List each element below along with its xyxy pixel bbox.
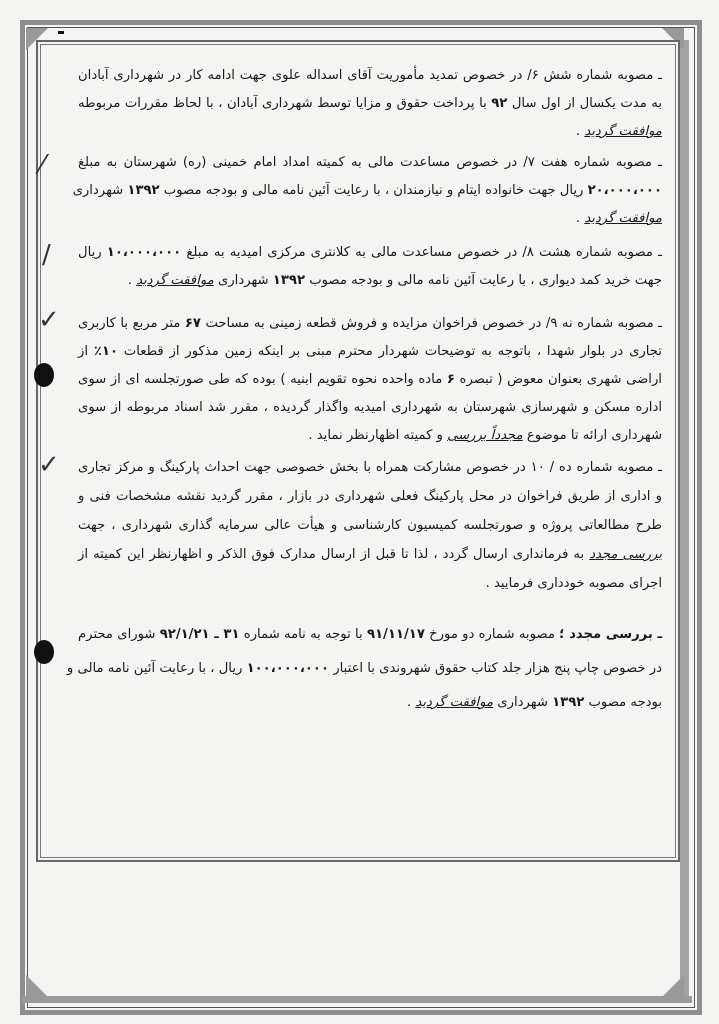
text-segment: متر مربع با کاربری <box>78 316 185 331</box>
underlined-text: موافقت گردید <box>136 273 214 288</box>
punch-hole-icon <box>34 363 54 387</box>
text-line <box>66 652 662 686</box>
underlined-text: موافقت گردید <box>584 124 662 139</box>
checkmark-icon: ✓ <box>38 305 60 335</box>
text-segment: به مدت یکسال از اول سال <box>507 96 662 111</box>
text-segment: با توجه به نامه شماره <box>239 627 367 642</box>
text-segment: ـ مصوبه شماره هشت ۸/ در خصوص مساعدت مالی به کلانتری مرکزی امیدیه به مبلغ <box>181 245 662 260</box>
text-line <box>78 310 662 338</box>
bold-text: ۶۷ <box>184 316 201 331</box>
frame-bottom-bar <box>22 996 692 1003</box>
bold-text: ۶ <box>446 372 455 387</box>
text-line <box>72 177 662 205</box>
text-segment: طرح مطالعاتی پروژه و صورتجلسه کمیسیون کارشناسی و هیأت عالی سرمایه گذاری شهرداری ، جهت <box>78 518 662 533</box>
text-segment: ریال ، با رعایت آئین نامه مالی و <box>66 661 247 676</box>
bold-text: ۱۰،۰۰۰،۰۰۰ <box>106 245 182 260</box>
text-segment: . <box>575 124 585 139</box>
text-segment: ـ مصوبه شماره شش ۶/ در خصوص تمدید مأموریت آقای اسداله علوی جهت ادامه کار در شهرداری آبادان <box>78 68 662 83</box>
text-line <box>78 394 662 422</box>
bold-text: ۹۲ <box>491 96 508 111</box>
text-line <box>78 118 662 146</box>
bold-text: ۱۳۹۲ <box>552 695 585 710</box>
text-segment: به فرمانداری ارسال گردد ، لذا تا قبل از ارسال مدارک فوق الذکر و اظهارنظر این کمیته از <box>78 547 590 562</box>
text-line <box>78 511 662 540</box>
text-segment: در خصوص چاپ پنج هزار جلد کتاب حقوق شهروندی با اعتبار <box>329 661 662 676</box>
text-segment: اجرای مصوبه خودداری فرمایید . <box>485 576 662 591</box>
underlined-text: بررسی مجدد <box>589 547 662 562</box>
text-segment: شهرداری ارائه تا موضوع <box>522 428 662 443</box>
underlined-text: موافقت گردید <box>584 211 662 226</box>
text-segment: شهرداری <box>72 183 128 198</box>
bold-text: ۱۰٪ <box>93 344 118 359</box>
text-line <box>78 205 662 233</box>
punch-hole-icon <box>34 640 54 664</box>
text-line <box>78 540 662 569</box>
re-review-resolution <box>66 618 662 720</box>
frame-right-bar <box>680 40 689 1000</box>
text-segment: شورای محترم <box>78 627 160 642</box>
text-segment: و کمیته اظهارنظر نماید . <box>308 428 448 443</box>
text-segment: تجاری در بلوار شهدا ، باتوجه به توضیحات شهردار محترم مبنی بر اینکه زمین مذکور از قطعات <box>118 344 662 359</box>
underlined-text: موافقت گردید <box>415 695 494 710</box>
pen-slash-mark-icon: / <box>42 240 51 270</box>
text-segment: از <box>78 344 94 359</box>
bold-text: ۱۳۹۲ <box>272 273 305 288</box>
text-line <box>78 686 662 720</box>
text-segment: اراضی شهری بعنوان معوض ( تبصره <box>454 372 662 387</box>
checkmark-icon: ✓ <box>38 450 60 480</box>
text-line <box>78 149 662 177</box>
resolution-6 <box>78 62 662 146</box>
text-segment: مصوبه شماره دو مورخ <box>424 627 560 642</box>
resolution-9 <box>78 310 662 450</box>
bold-text: ۱۳۹۲ <box>127 183 160 198</box>
text-segment: ماده واحده نحوه تقویم ابنیه ) بوده که طی صورتجلسه ای از سوی <box>78 372 447 387</box>
text-segment: شهرداری <box>493 695 553 710</box>
frame-corner <box>662 975 684 997</box>
resolution-7 <box>72 149 662 233</box>
text-segment: ریال جهت خانواده ایتام و نیازمندان ، با رعایت آئین نامه مالی و بودجه مصوب <box>159 183 588 198</box>
frame-corner <box>26 975 48 997</box>
text-line <box>78 482 662 511</box>
text-line <box>78 90 662 118</box>
text-segment: ـ مصوبه شماره ده / ۱۰ در خصوص مشارکت همراه با بخش خصوصی جهت احداث پارکینگ و مرکز تجاری <box>78 460 662 475</box>
text-segment: بودجه مصوب <box>584 695 662 710</box>
text-segment: . <box>575 211 585 226</box>
text-line <box>78 267 662 295</box>
text-segment: . <box>407 695 416 710</box>
bold-text: ۳۱ ـ ۹۲/۱/۲۱ <box>159 627 240 642</box>
text-line <box>78 62 662 90</box>
text-segment: جهت خرید کمد دیواری ، با رعایت آئین نامه مالی و بودجه مصوب <box>305 273 662 288</box>
text-line <box>78 422 662 450</box>
text-segment: شهرداری <box>213 273 273 288</box>
bold-text: ـ بررسی مجدد ؛ <box>559 627 662 642</box>
bold-text: ۱۰۰،۰۰۰،۰۰۰ <box>246 661 330 676</box>
pen-dash-mark-icon: ⁄ <box>40 150 45 180</box>
bold-text: ۲۰،۰۰۰،۰۰۰ <box>587 183 662 198</box>
text-line <box>78 453 662 482</box>
text-line <box>78 366 662 394</box>
text-segment: ـ مصوبه شماره هفت ۷/ در خصوص مساعدت مالی به کمیته امداد امام خمینی (ره) شهرستان به مبلغ <box>78 155 662 170</box>
text-line <box>78 338 662 366</box>
text-segment: ـ مصوبه شماره نه ۹/ در خصوص فراخوان مزایده و فروش قطعه زمینی به مساحت <box>200 316 662 331</box>
text-segment: ریال <box>78 245 107 260</box>
scan-mark <box>58 31 64 34</box>
text-segment: . <box>127 273 137 288</box>
text-segment: و اداری از طریق فراخوان در محل پارکینگ فعلی شهرداری در بازار ، مقرر گردید نقشه مشخصات فنی و <box>78 489 662 504</box>
text-line <box>78 569 662 598</box>
text-line <box>78 618 662 652</box>
bold-text: ۹۱/۱۱/۱۷ <box>366 627 425 642</box>
text-segment: با پرداخت حقوق و مزایا توسط شهرداری آبادان ، با لحاظ مقررات مربوطه <box>78 96 492 111</box>
text-segment: اداره مسکن و شهرسازی شهرستان به شهرداری امیدیه واگذار گردیده ، مقرر شد اسناد مربوطه از سوی <box>78 400 662 415</box>
resolution-10 <box>78 453 662 598</box>
resolution-8 <box>78 239 662 295</box>
underlined-text: مجدداً بررسی <box>447 428 523 443</box>
text-line <box>78 239 662 267</box>
